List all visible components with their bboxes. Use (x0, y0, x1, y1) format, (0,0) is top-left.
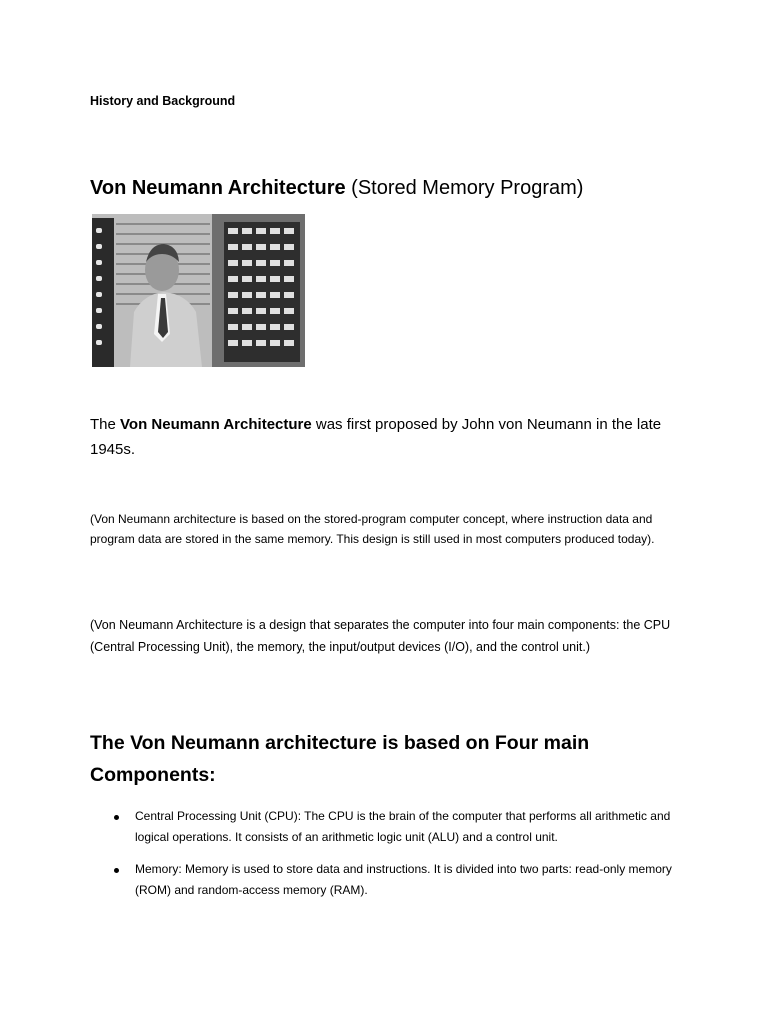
bullet-dot-icon (114, 815, 119, 820)
components-paragraph: (Von Neumann Architecture is a design that separates the computer into four main components: the CPU (Central Processing Unit), the memory, the input/output devices (I/O), and the control unit.) (90, 618, 671, 654)
intro-rest: was first proposed by John von Neumann in the late 1945s. (90, 416, 662, 458)
portrait-photo (92, 214, 305, 367)
intro-paragraph (90, 412, 690, 462)
list-item-text: Central Processing Unit (CPU): The CPU is the brain of the computer that performs all arithmetic and logical operations. It consists of an arithmetic logic unit (ALU) and a control unit. (135, 809, 671, 844)
title-bold: Von Neumann Architecture (90, 177, 346, 199)
intro-lead: The (90, 416, 121, 433)
portrait-image (92, 214, 305, 367)
intro-bold-term: Von Neumann Architecture (120, 416, 312, 433)
section-label: History and Background (90, 94, 236, 108)
stored-program-paragraph: (Von Neumann architecture is based on the stored-program computer concept, where instruction data and program data are stored in the same memory. This design is still used in most computers produced today). (90, 512, 655, 546)
components-list (110, 806, 690, 912)
bullet-dot-icon (114, 868, 119, 873)
list-item-text: Memory: Memory is used to store data and instructions. It is divided into two parts: read-only memory (ROM) and random-access memory (RAM). (135, 862, 672, 897)
list-item (110, 806, 690, 848)
list-item (110, 859, 690, 901)
page-title (90, 174, 583, 202)
title-subtitle: (Stored Memory Program) (345, 177, 584, 199)
components-heading: The Von Neumann architecture is based on Four main Components: (90, 732, 590, 786)
